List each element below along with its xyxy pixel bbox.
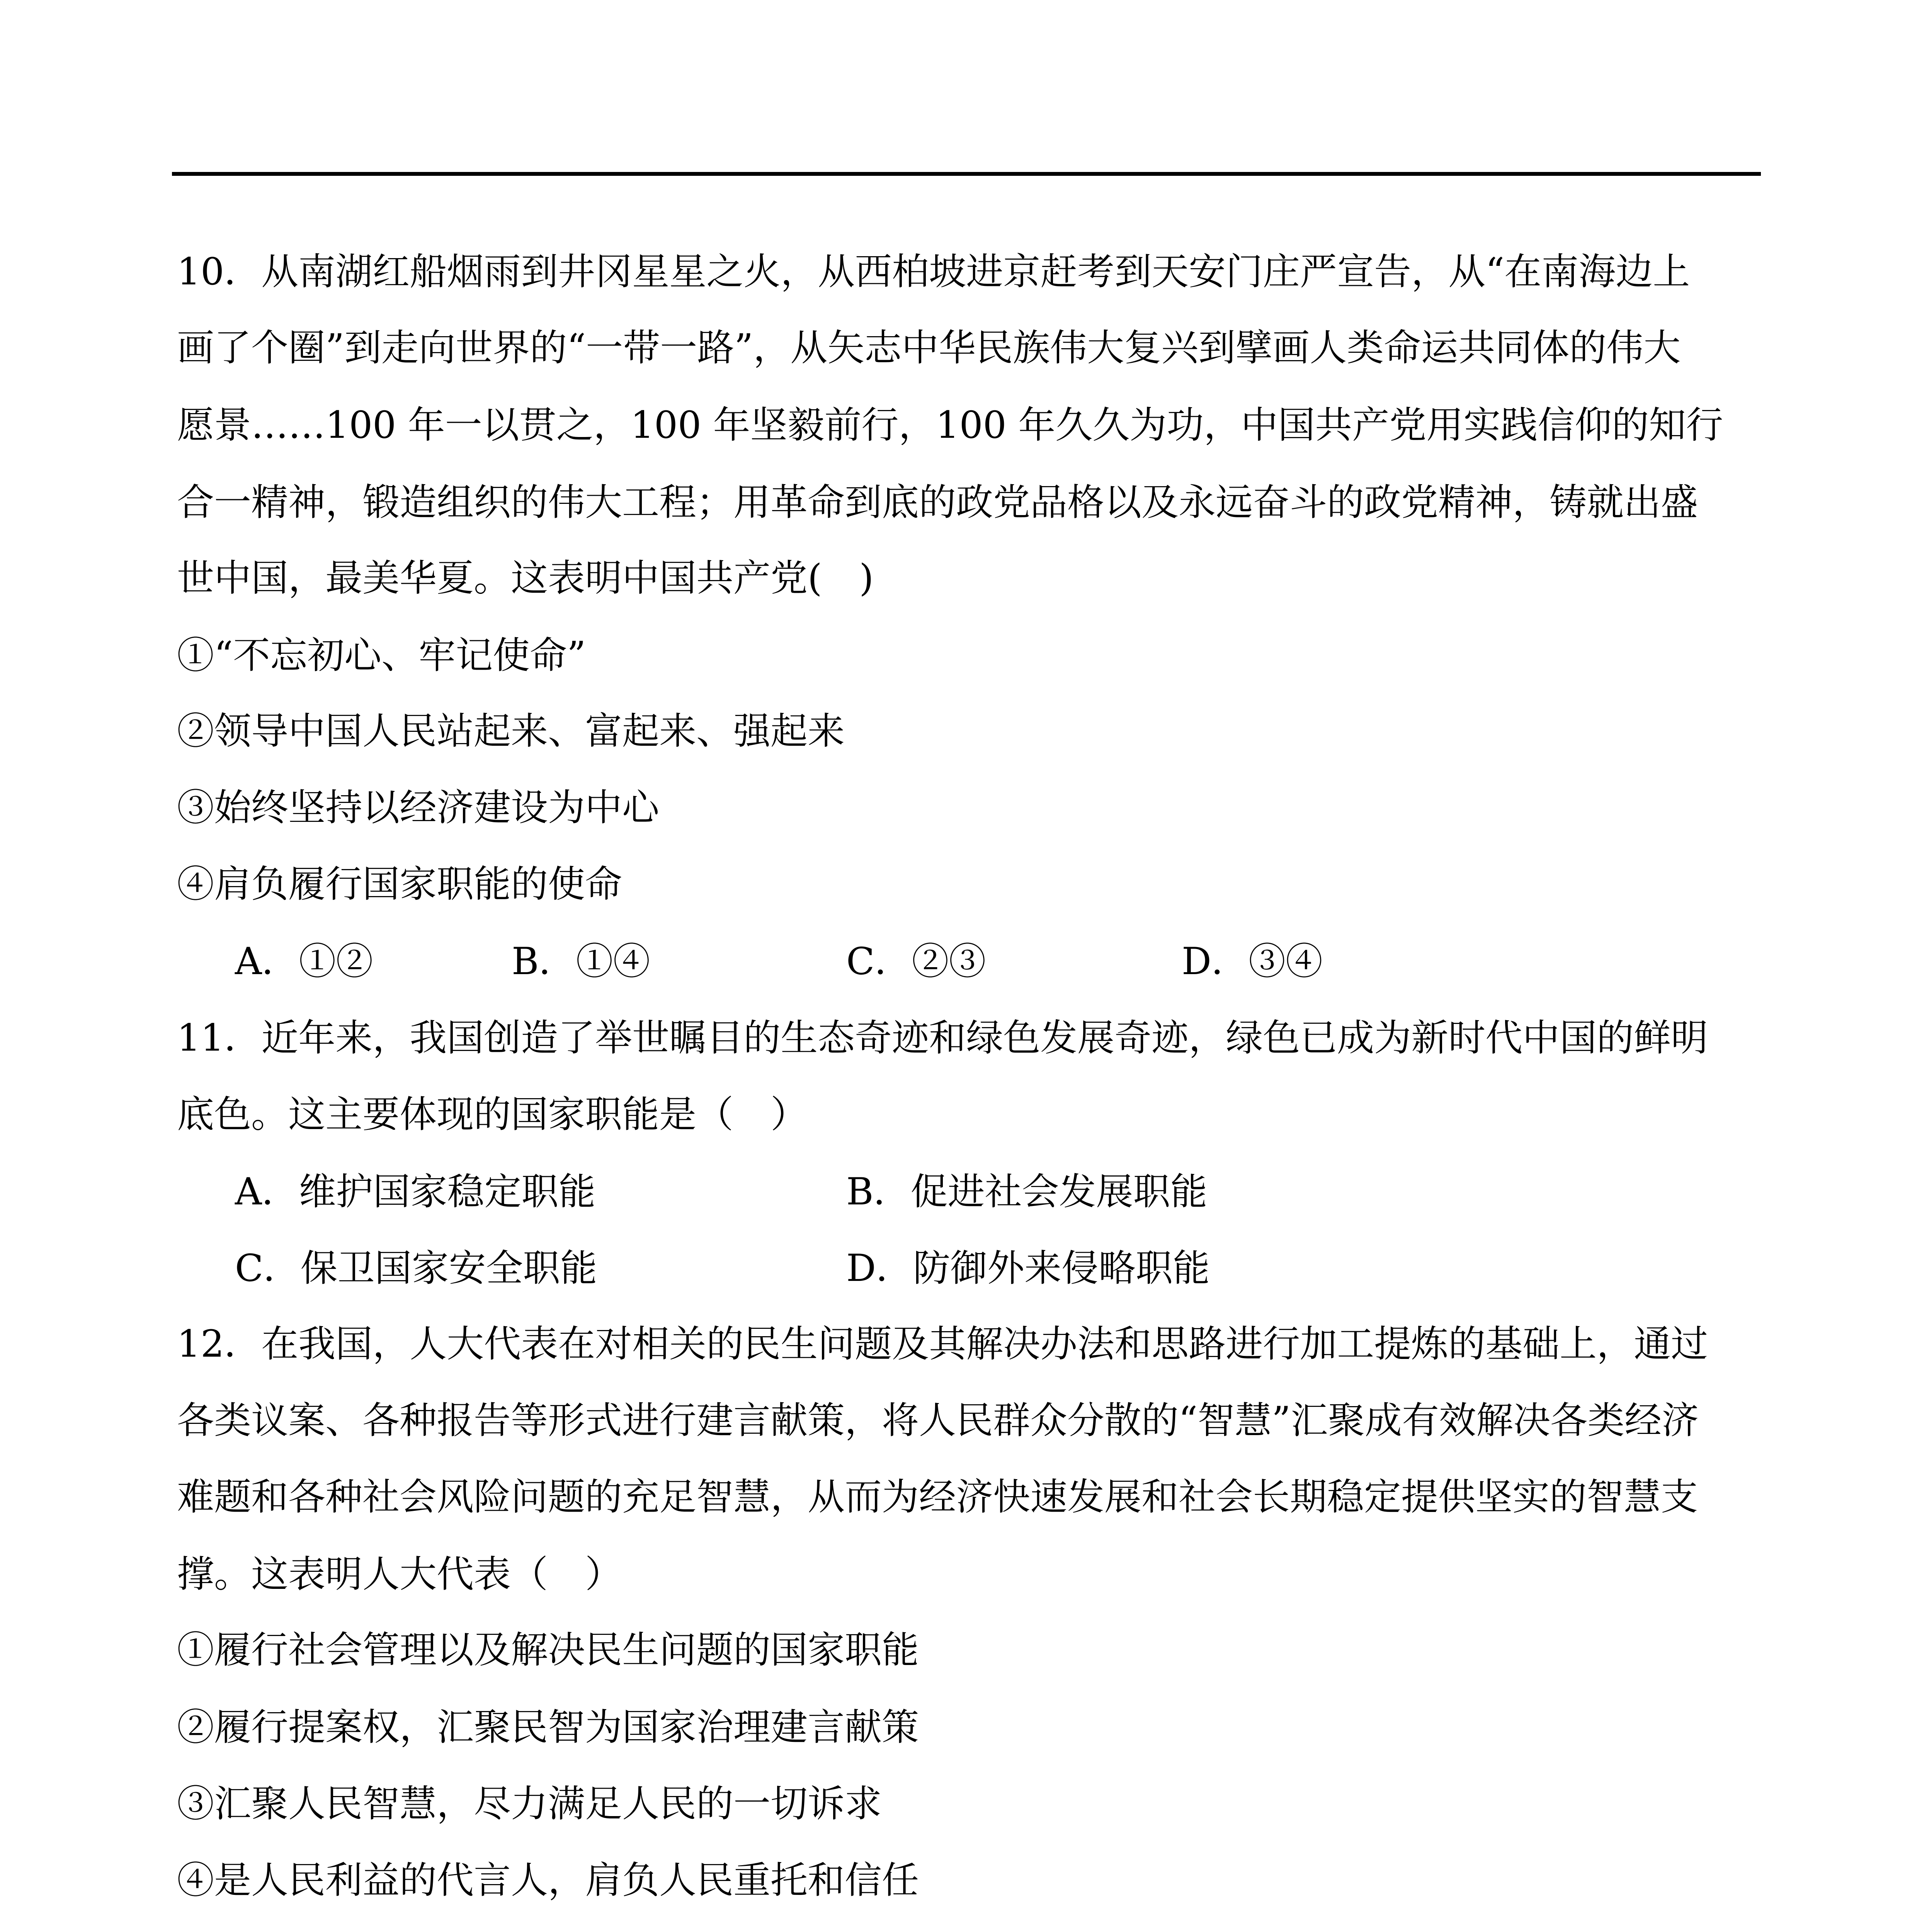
question-10-item: ②领导中国人民站起来、富起来、强起来	[177, 709, 845, 753]
question-10-line: 愿景……100 年一以贯之，100 年坚毅前行，100 年久久为功，中国共产党用实践信仰的知行	[177, 403, 1723, 447]
question-10-option-b[interactable]: B．①④	[512, 940, 650, 983]
question-10-item: ①“不忘初心、牢记使命”	[177, 634, 586, 677]
question-11-option-c[interactable]: C．保卫国家安全职能	[235, 1247, 597, 1290]
question-10-line: 世中国，最美华夏。这表明中国共产党( )	[177, 556, 874, 600]
question-12-item: ④是人民利益的代言人，肩负人民重托和信任	[177, 1859, 919, 1902]
question-11-option-d[interactable]: D．防御外来侵略职能	[846, 1247, 1210, 1290]
header-rule	[172, 172, 1761, 176]
question-11-option-a[interactable]: A．维护国家稳定职能	[235, 1170, 596, 1213]
question-10-line: 10．从南湖红船烟雨到井冈星星之火，从西柏坡进京赶考到天安门庄严宣告，从“在南海边上	[177, 250, 1690, 293]
question-12-line: 各类议案、各种报告等形式进行建言献策，将人民群众分散的“智慧”汇聚成有效解决各类经济	[177, 1399, 1699, 1442]
question-10-item: ④肩负履行国家职能的使命	[177, 862, 622, 906]
question-11-line: 11．近年来，我国创造了举世瞩目的生态奇迹和绿色发展奇迹，绿色已成为新时代中国的鲜明	[177, 1016, 1708, 1060]
question-12-item: ③汇聚人民智慧，尽力满足人民的一切诉求	[177, 1782, 882, 1825]
question-12-line: 12．在我国，人大代表在对相关的民生问题及其解决办法和思路进行加工提炼的基础上，通过	[177, 1322, 1708, 1366]
question-11-option-b[interactable]: B．促进社会发展职能	[846, 1170, 1208, 1213]
question-12-line: 难题和各种社会风险问题的充足智慧，从而为经济快速发展和社会长期稳定提供坚实的智慧支	[177, 1475, 1698, 1519]
question-12-item: ②履行提案权，汇聚民智为国家治理建言献策	[177, 1706, 919, 1749]
question-10-item: ③始终坚持以经济建设为中心	[177, 786, 659, 829]
question-10-option-c[interactable]: C．②③	[846, 940, 986, 983]
question-10-line: 画了个圈”到走向世界的“一带一路”，从矢志中华民族伟大复兴到擘画人类命运共同体的伟大	[177, 326, 1681, 369]
question-10-option-a[interactable]: A．①②	[235, 940, 373, 983]
question-12-item: ①履行社会管理以及解决民生问题的国家职能	[177, 1628, 919, 1672]
question-11-line: 底色。这主要体现的国家职能是（ ）	[177, 1093, 808, 1136]
question-10-option-d[interactable]: D．③④	[1182, 940, 1323, 983]
question-12-line: 撑。这表明人大代表（ ）	[177, 1553, 622, 1596]
question-10-line: 合一精神，锻造组织的伟大工程；用革命到底的政党品格以及永远奋斗的政党精神，铸就出盛	[177, 481, 1698, 524]
